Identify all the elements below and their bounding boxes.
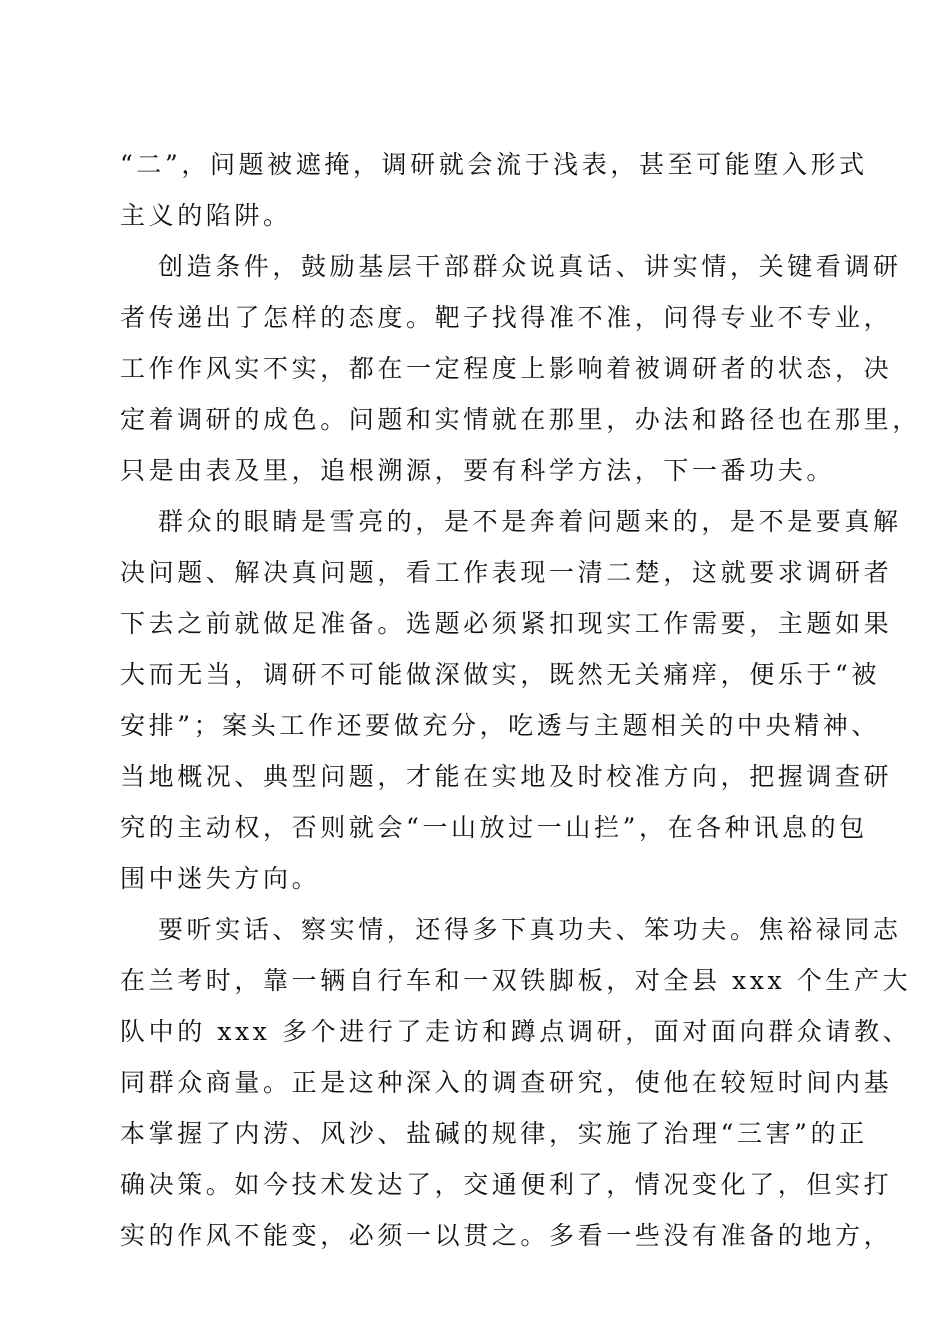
text-line: 在兰考时，靠一辆自行车和一双铁脚板，对全县 xxx 个生产大: [120, 966, 912, 995]
text-line: 安排”；案头工作还要做充分，吃透与主题相关的中央精神、: [120, 711, 880, 740]
text-line: 定着调研的成色。问题和实情就在那里，办法和路径也在那里，: [120, 405, 921, 434]
paragraph-start-line: 群众的眼睛是雪亮的，是不是奔着问题来的，是不是要真解: [158, 507, 902, 536]
text-line: “二”，问题被遮掩，调研就会流于浅表，甚至可能堕入形式: [120, 150, 868, 179]
text-line: 大而无当，调研不可能做深做实，既然无关痛痒，便乐于“被: [120, 660, 880, 689]
text-line: 同群众商量。正是这种深入的调查研究，使他在较短时间内基: [120, 1068, 893, 1097]
paragraph-start-line: 要听实话、察实情，还得多下真功夫、笨功夫。焦裕禄同志: [158, 915, 902, 944]
text-line: 只是由表及里，追根溯源，要有科学方法，下一番功夫。: [120, 456, 836, 485]
text-line: 当地概况、典型问题，才能在实地及时校准方向，把握调查研: [120, 762, 893, 791]
text-line: 主义的陷阱。: [120, 201, 292, 230]
text-line: 围中迷失方向。: [120, 864, 321, 893]
body-text: [120, 139, 921, 1261]
paragraph-start-line: 创造条件，鼓励基层干部群众说真话、讲实情，关键看调研: [158, 252, 902, 281]
text-line: 实的作风不能变，必须一以贯之。多看一些没有准备的地方，: [120, 1221, 893, 1250]
text-line: 工作作风实不实，都在一定程度上影响着被调研者的状态，决: [120, 354, 893, 383]
text-line: 究的主动权，否则就会“一山放过一山拦”，在各种讯息的包: [120, 813, 868, 842]
text-line: 本掌握了内涝、风沙、盐碱的规律，实施了治理“三害”的正: [120, 1119, 868, 1148]
text-line: 队中的 xxx 多个进行了走访和蹲点调研，面对面向群众请教、: [120, 1017, 912, 1046]
text-line: 确决策。如今技术发达了，交通便利了，情况变化了，但实打: [120, 1170, 893, 1199]
text-line: 者传递出了怎样的态度。靶子找得准不准，问得专业不专业，: [120, 303, 893, 332]
text-line: 决问题、解决真问题，看工作表现一清二楚，这就要求调研者: [120, 558, 893, 587]
text-line: 下去之前就做足准备。选题必须紧扣现实工作需要，主题如果: [120, 609, 893, 638]
